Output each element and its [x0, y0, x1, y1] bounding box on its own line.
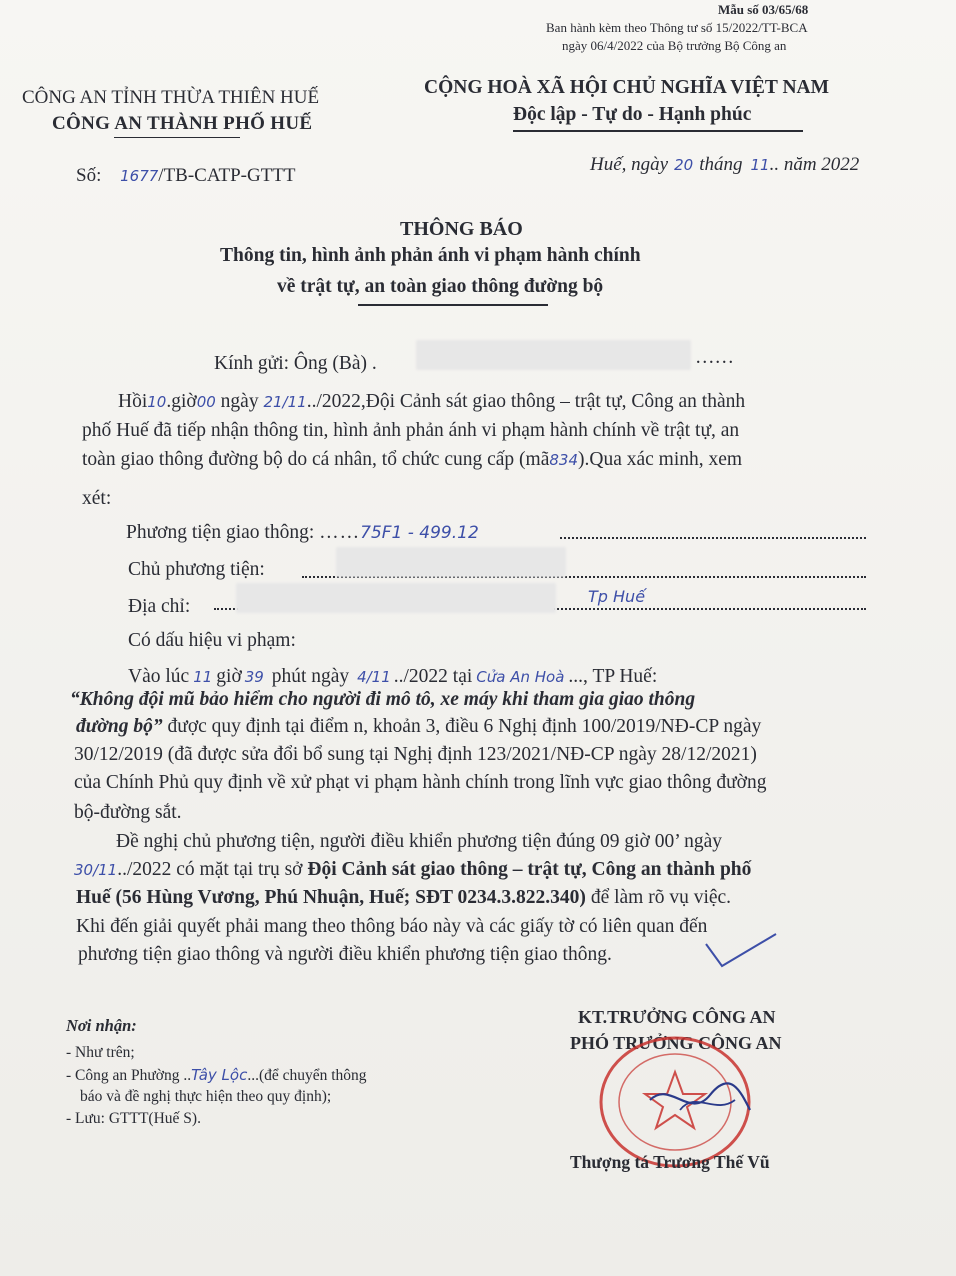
- owner-label: Chủ phương tiện:: [128, 559, 265, 580]
- para2-line4: của Chính Phủ quy định về xử phạt vi phạm hành chính trong lĩnh vực giao thông đường: [74, 772, 767, 793]
- title-underline: [358, 304, 548, 306]
- agency-parent: CÔNG AN TỈNH THỪA THIÊN HUẾ: [22, 87, 320, 108]
- motto-underline: [513, 130, 803, 132]
- para3-line3: [76, 885, 731, 911]
- recipients-item-2: [66, 1066, 367, 1085]
- para2-line2-rest: được quy định tại điểm n, khoản 3, điều 6 Nghị định 100/2019/NĐ-CP ngày: [162, 716, 762, 737]
- address-label: Địa chỉ:: [128, 596, 191, 617]
- para2-line5: bộ-đường sắt.: [74, 802, 182, 823]
- recipients-item-2a: - Công an Phường ..: [66, 1067, 192, 1084]
- vehicle-field: [126, 520, 479, 546]
- para2-line2: [76, 714, 761, 740]
- ngay-label: ngày: [215, 391, 264, 412]
- recipients-item-1: - Như trên;: [66, 1044, 135, 1061]
- phut-ngay-label: phút ngày: [266, 666, 355, 687]
- para3-line3c: để làm rõ vụ việc.: [585, 887, 732, 908]
- para1-line3b: ).Qua xác minh, xem: [578, 449, 743, 470]
- violation-year-tai: ../2022 tại: [393, 666, 473, 687]
- nation-motto: Độc lập - Tự do - Hạnh phúc: [513, 104, 752, 125]
- para3-line2a: ../2022 có mặt tại trụ sở: [117, 859, 308, 880]
- violation-hour-handwritten: 11: [193, 668, 213, 686]
- violation-text-line2: đường bộ”: [76, 716, 163, 737]
- para2-line3: 30/12/2019 (đã được sửa đổi bổ sung tại Nghị định 123/2021/NĐ-CP ngày 28/12/2021): [74, 744, 757, 765]
- hoi-label: Hồi: [118, 391, 148, 412]
- agency-name: CÔNG AN THÀNH PHỐ HUẾ: [52, 113, 313, 134]
- address-field: [128, 594, 190, 620]
- police-office-name: Đội Cảnh sát giao thông – trật tự, Công an thành phố: [307, 859, 752, 880]
- para1-line1: [118, 389, 745, 415]
- notice-subtitle-2: về trật tự, an toàn giao thông đường bộ: [277, 276, 604, 297]
- para3-line1: Đề nghị chủ phương tiện, người điều khiển phương tiện đúng 09 giờ 00’ ngày: [116, 831, 723, 852]
- checkmark-icon: [700, 930, 780, 970]
- ref-suffix: /TB-CATP-GTTT: [158, 165, 296, 186]
- date-handwritten: 21/11: [263, 393, 307, 411]
- recipient-label: Kính gửi: Ông (Bà) .: [214, 353, 377, 374]
- redacted-address: [236, 583, 556, 613]
- nation-name: CỘNG HOÀ XÃ HỘI CHỦ NGHĨA VIỆT NAM: [424, 77, 830, 98]
- notice-title: THÔNG BÁO: [400, 218, 523, 240]
- agency-underline: [114, 137, 240, 138]
- para3-line4: Khi đến giải quyết phải mang theo thông báo này và các giấy tờ có liên quan đến: [76, 916, 708, 937]
- recipients-item-4: - Lưu: GTTT(Huế S).: [66, 1110, 201, 1127]
- signature-title-1: KT.TRƯỞNG CÔNG AN: [578, 1007, 776, 1027]
- redacted-recipient-name: [416, 340, 691, 370]
- violation-city: ..., TP Huế:: [568, 666, 658, 687]
- vao-luc-label: Vào lúc: [128, 666, 190, 687]
- date-day-handwritten: 20: [674, 156, 694, 174]
- vehicle-label: Phương tiện giao thông:: [126, 522, 315, 543]
- violation-minute-handwritten: 39: [244, 668, 264, 686]
- para1-line3: [82, 447, 742, 473]
- hour-handwritten: 10: [147, 393, 167, 411]
- signature-title-2: PHÓ TRƯỞNG CÔNG AN: [570, 1033, 782, 1053]
- vehicle-dotted-line: [560, 537, 866, 539]
- ref-label: Số:: [76, 165, 102, 186]
- recipient-line: [214, 351, 377, 377]
- recipients-item-3: báo và đề nghị thực hiện theo quy định);: [80, 1088, 332, 1105]
- code-handwritten: 834: [549, 451, 579, 469]
- recipient-dots: ……: [695, 347, 734, 368]
- para3-line5: phương tiện giao thông và người điều khiển phương tiện giao thông.: [78, 944, 612, 965]
- ward-handwritten: Tây Lộc: [191, 1066, 248, 1084]
- violation-label: Có dấu hiệu vi phạm:: [128, 630, 296, 651]
- gio-label: .giờ: [166, 391, 197, 412]
- para1-line3a: toàn giao thông đường bộ do cá nhân, tổ chức cung cấp (mã: [82, 449, 550, 470]
- police-office-address: Huế (56 Hùng Vương, Phú Nhuận, Huế; SĐT 0234.3.822.340): [76, 887, 586, 908]
- date-month-handwritten: 11: [750, 156, 770, 174]
- owner-field: [128, 557, 265, 583]
- issue-date: [590, 154, 859, 176]
- signature-mark-icon: [640, 1070, 760, 1130]
- violation-gio-label: giờ: [216, 666, 242, 687]
- date-month-label: tháng: [699, 154, 743, 175]
- para1-line4: xét:: [82, 488, 112, 509]
- redacted-owner-name: [336, 547, 566, 577]
- notice-subtitle-1: Thông tin, hình ảnh phản ánh vi phạm hành chính: [220, 245, 641, 266]
- date-year: .. năm 2022: [769, 154, 860, 175]
- form-line-2: ngày 06/4/2022 của Bộ trưởng Bộ Công an: [562, 38, 787, 53]
- recipients-title: Nơi nhận:: [66, 1016, 137, 1035]
- reference-number: [76, 165, 296, 187]
- minute-handwritten: 00: [196, 393, 216, 411]
- appointment-date-handwritten: 30/11: [74, 861, 118, 879]
- violation-text-line1: “Không đội mũ bảo hiểm cho người đi mô tô, xe máy khi tham gia giao thông: [70, 689, 696, 710]
- form-line-1: Ban hành kèm theo Thông tư số 15/2022/TT-BCA: [546, 20, 808, 35]
- vehicle-dots: ……: [319, 522, 361, 543]
- para1-rest: ../2022,Đội Cảnh sát giao thông – trật tự, Công an thành: [306, 391, 746, 412]
- address-city-handwritten: Tp Huế: [588, 587, 646, 606]
- vehicle-plate-handwritten: 75F1 - 499.12: [360, 523, 479, 543]
- recipients-item-2b: ...(để chuyển thông: [247, 1067, 367, 1084]
- date-prefix: Huế, ngày: [590, 154, 669, 175]
- para3-line2: [74, 857, 751, 883]
- violation-date-handwritten: 4/11: [357, 668, 391, 686]
- para1-line2: phố Huế đã tiếp nhận thông tin, hình ảnh phản ánh vi phạm hành chính về trật tự, an: [82, 420, 740, 441]
- signer-name: Thượng tá Trương Thế Vũ: [570, 1152, 770, 1172]
- form-number: Mẫu số 03/65/68: [718, 2, 809, 17]
- violation-place-handwritten: Cửa An Hoà: [476, 668, 565, 686]
- ref-handwritten: 1677: [120, 167, 159, 185]
